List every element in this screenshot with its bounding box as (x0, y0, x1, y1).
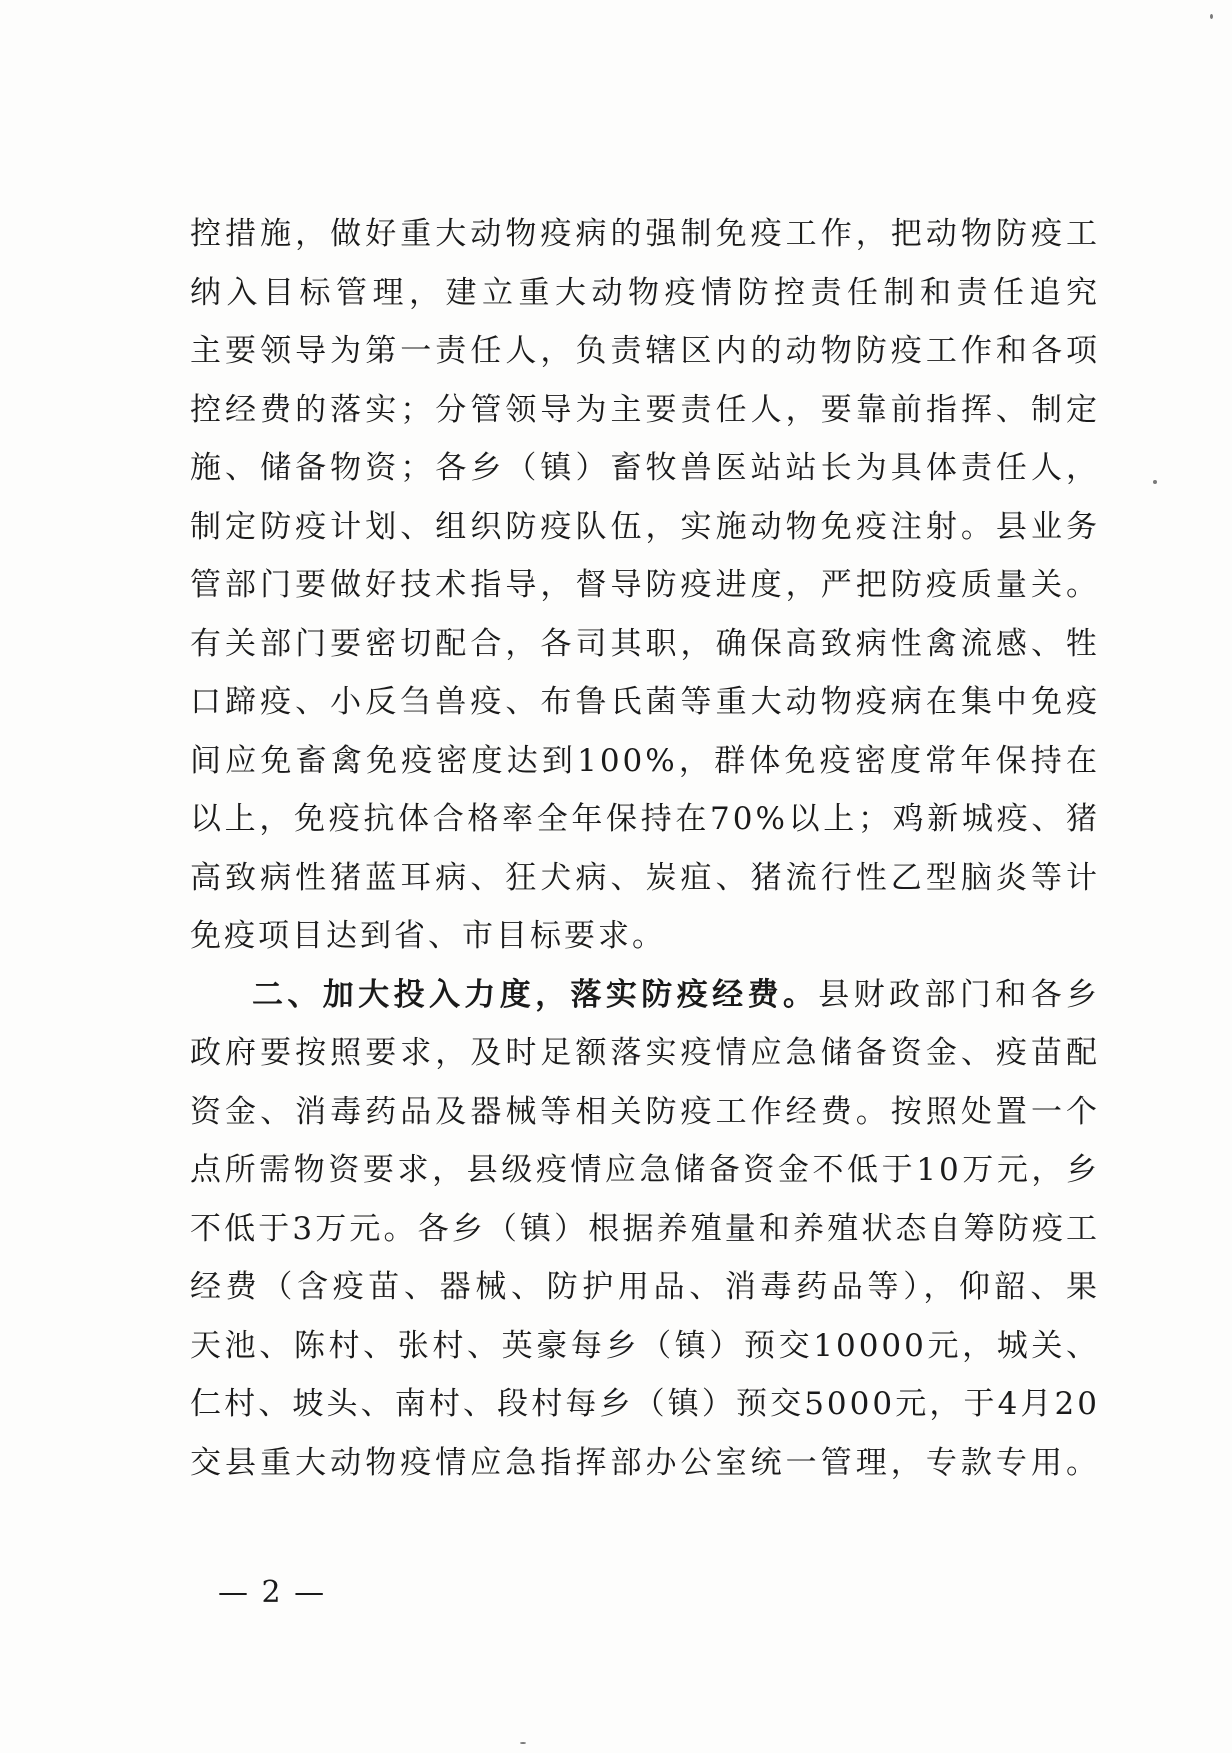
scan-speck (520, 1742, 526, 1744)
section-2-first-line (190, 966, 1100, 1025)
text-line: 制定防疫计划、组织防疫队伍，实施动物免疫注射。县业务 (190, 508, 1100, 545)
text-line: 有关部门要密切配合，各司其职，确保高致病性禽流感、牲 (190, 625, 1100, 662)
text-line: 控经费的落实；分管领导为主要责任人，要靠前指挥、制定 (190, 391, 1100, 428)
text-line: 政府要按照要求，及时足额落实疫情应急储备资金、疫苗配 (190, 1035, 1100, 1071)
text-line: 交县重大动物疫情应急指挥部办公室统一管理，专款专用。 (190, 1444, 1100, 1481)
text-line: 施、储备物资；各乡（镇）畜牧兽医站站长为具体责任人， (190, 450, 1100, 486)
scan-speck (1153, 480, 1157, 484)
text-line: 纳入目标管理，建立重大动物疫情防控责任制和责任追究 (190, 274, 1100, 311)
text-line: 间应免畜禽免疫密度达到100%，群体免疫密度常年保持在 (190, 742, 1100, 779)
text-line: 不低于3万元。各乡（镇）根据养殖量和养殖状态自筹防疫工 (190, 1210, 1100, 1247)
text-line: 点所需物资要求，县级疫情应急储备资金不低于10万元，乡 (190, 1152, 1100, 1188)
scan-speck (1210, 14, 1213, 19)
page-number: — 2 — (218, 1575, 327, 1610)
text-line: 免疫项目达到省、市目标要求。 (190, 918, 666, 954)
section-2-first-line-text: 县财政部门和各乡 (818, 976, 1100, 1013)
text-line: 主要领导为第一责任人，负责辖区内的动物防疫工作和各项 (190, 333, 1100, 369)
text-line: 控措施，做好重大动物疫病的强制免疫工作，把动物防疫工 (190, 216, 1100, 252)
text-line: 仁村、坡头、南村、段村每乡（镇）预交5000元，于4月20 (190, 1386, 1100, 1422)
section-2-heading: 二、加大投入力度，落实防疫经费。 (252, 976, 819, 1013)
text-line: 管部门要做好技术指导，督导防疫进度，严把防疫质量关。 (190, 567, 1100, 603)
text-line: 高致病性猪蓝耳病、狂犬病、炭疽、猪流行性乙型脑炎等计 (190, 859, 1100, 896)
body-text (190, 205, 1100, 1492)
text-line: 以上，免疫抗体合格率全年保持在70%以上；鸡新城疫、猪 (190, 801, 1100, 837)
text-line: 经费（含疫苗、器械、防护用品、消毒药品等），仰韶、果 (190, 1269, 1100, 1305)
text-line: 天池、陈村、张村、英豪每乡（镇）预交10000元，城关、 (190, 1327, 1100, 1364)
text-line: 资金、消毒药品及器械等相关防疫工作经费。按照处置一个 (190, 1093, 1100, 1130)
text-line: 口蹄疫、小反刍兽疫、布鲁氏菌等重大动物疫病在集中免疫 (190, 684, 1100, 720)
